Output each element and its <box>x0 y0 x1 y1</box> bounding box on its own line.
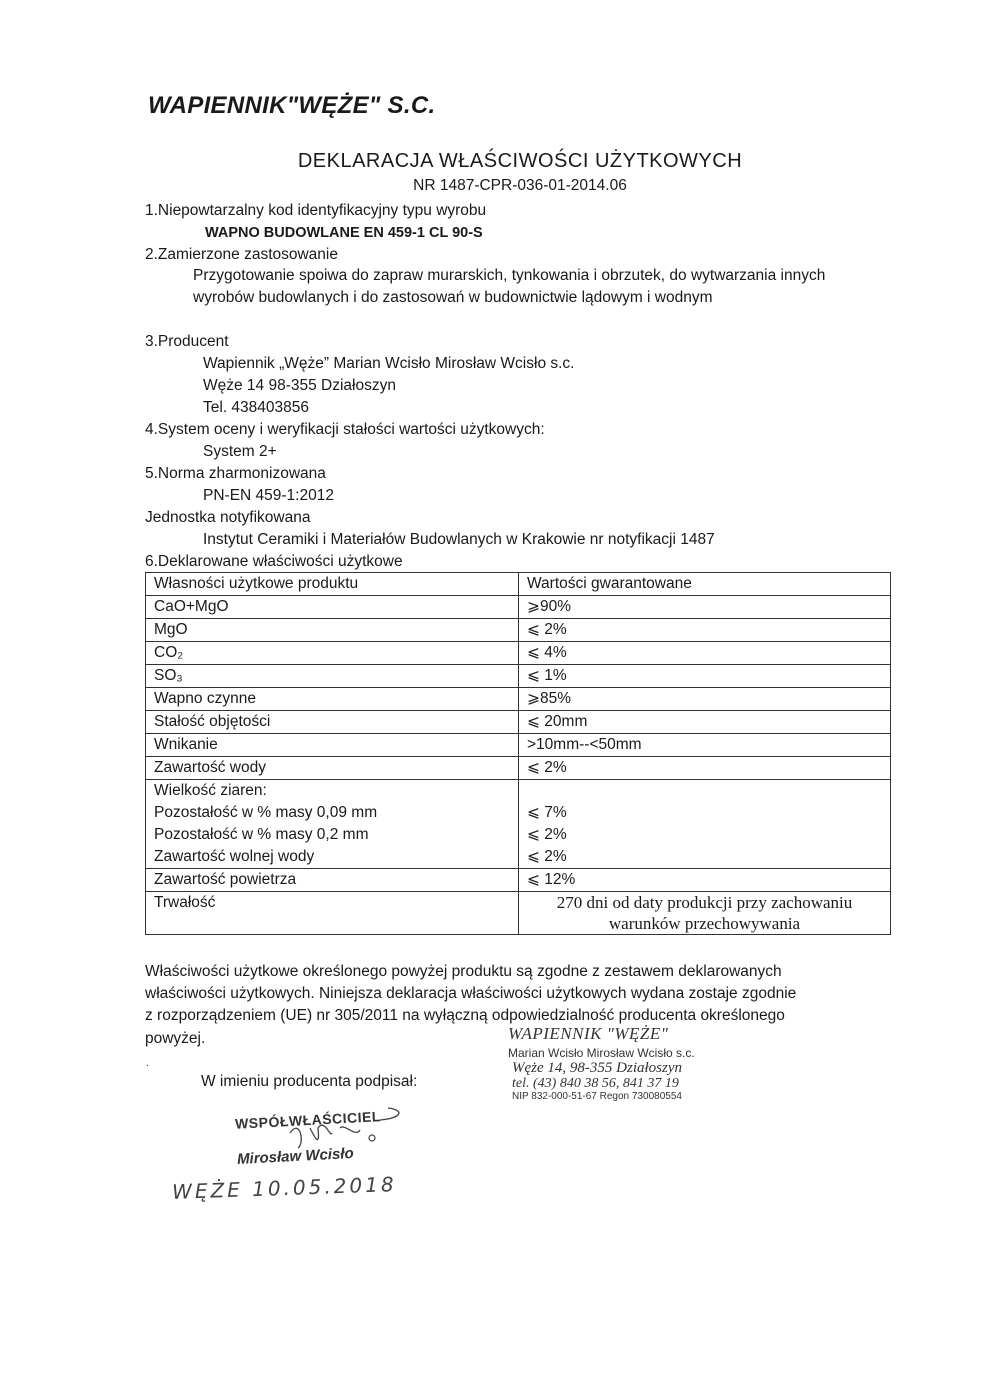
product-code: WAPNO BUDOWLANE EN 459-1 CL 90-S <box>205 225 483 241</box>
value-cell: >10mm--<50mm <box>519 734 891 757</box>
table-header-row <box>146 573 891 596</box>
free-water-label: Zawartość wolnej wody <box>154 848 315 865</box>
producer-name: Wapiennik „Węże” Marian Wcisło Mirosław Wcisło s.c. <box>203 355 575 372</box>
table-row <box>146 596 891 619</box>
company-name: WAPIENNIK"WĘŻE" S.C. <box>148 92 436 119</box>
properties-table <box>145 572 891 935</box>
value-cell: ⩽ 20mm <box>519 711 891 734</box>
stamp-tax-ids: NIP 832-000-51-67 Regon 730080554 <box>512 1091 682 1102</box>
table-row-durability <box>146 892 891 935</box>
property-cell: Stałość objętości <box>146 711 519 734</box>
table-row <box>146 642 891 665</box>
table-row <box>146 869 891 892</box>
section-5-heading: 5.Norma zharmonizowana <box>145 465 326 482</box>
grain-values-cell <box>519 780 891 869</box>
section-2-heading: 2.Zamierzone zastosowanie <box>145 246 338 263</box>
property-cell: Zawartość powietrza <box>146 869 519 892</box>
section-6-heading: 6.Deklarowane właściwości użytkowe <box>145 553 403 570</box>
section-4-heading: 4.System oceny i weryfikacji stałości wartości użytkowych: <box>145 421 545 438</box>
stamp-role: WSPÓŁWŁAŚCICIEL <box>234 1108 382 1132</box>
assessment-system: System 2+ <box>203 443 277 460</box>
grain-size-label: Wielkość ziaren: <box>154 782 267 799</box>
durability-value-line-1: 270 dni od daty produkcji przy zachowaniu <box>556 893 853 912</box>
section-1-heading: 1.Niepowtarzalny kod identyfikacyjny typu wyrobu <box>145 202 487 219</box>
value-cell: ⩽ 2% <box>519 619 891 642</box>
value-cell: ⩽ 2% <box>519 757 891 780</box>
stamp-name: Mirosław Wcisło <box>236 1144 355 1169</box>
property-cell: CO₂ <box>146 642 519 665</box>
document-title: DEKLARACJA WŁAŚCIWOŚCI UŻYTKOWYCH <box>297 150 743 172</box>
handwritten-place-date: WĘŻE 10.05.2018 <box>171 1172 397 1204</box>
stamp-owners: Marian Wcisło Mirosław Wcisło s.c. <box>508 1046 695 1060</box>
header-value: Wartości gwarantowane <box>519 573 891 596</box>
property-cell: Wapno czynne <box>146 688 519 711</box>
intended-use-line-2: wyrobów budowlanych i do zastosowań w budownictwie lądowym i wodnym <box>193 289 713 306</box>
table-row <box>146 619 891 642</box>
value-cell: ⩽ 12% <box>519 869 891 892</box>
statement-line-3: z rozporządzeniem (UE) nr 305/2011 na wyłączną odpowiedzialność producenta określonego <box>145 1007 785 1024</box>
declaration-number: NR 1487-CPR-036-01-2014.06 <box>413 177 627 194</box>
notified-body-heading: Jednostka notyfikowana <box>145 509 311 526</box>
residue-009-label: Pozostałość w % masy 0,09 mm <box>154 804 378 821</box>
statement-line-1: Właściwości użytkowe określonego powyżej produktu są zgodne z zestawem deklarowanych <box>145 963 782 980</box>
stamp-address: Węże 14, 98-355 Działoszyn <box>512 1060 682 1076</box>
residue-02-label: Pozostałość w % masy 0,2 mm <box>154 826 369 843</box>
table-row <box>146 711 891 734</box>
table-row <box>146 734 891 757</box>
statement-line-4: powyżej. <box>145 1030 206 1047</box>
harmonised-standard: PN-EN 459-1:2012 <box>203 487 334 504</box>
stamp-phone: tel. (43) 840 38 56, 841 37 19 <box>512 1076 679 1091</box>
dot-mark: . <box>146 1058 149 1069</box>
residue-009-value: ⩽ 7% <box>527 804 567 821</box>
notified-body: Instytut Ceramiki i Materiałów Budowlanych w Krakowie nr notyfikacji 1487 <box>203 531 715 548</box>
statement-line-2: właściwości użytkowych. Niniejsza deklaracja właściwości użytkowych wydana zostaje zgodnie <box>145 985 797 1002</box>
producer-phone: Tel. 438403856 <box>203 399 310 416</box>
stamp-company-name: WAPIENNIK "WĘŻE" <box>508 1024 669 1043</box>
intended-use-line-1: Przygotowanie spoiwa do zapraw murarskich, tynkowania i obrzutek, do wytwarzania innych <box>193 267 826 284</box>
free-water-value: ⩽ 2% <box>527 848 567 865</box>
table-row-grain <box>146 780 891 869</box>
property-cell: Trwałość <box>146 892 519 935</box>
property-cell: CaO+MgO <box>146 596 519 619</box>
durability-value-line-2: warunków przechowywania <box>608 914 801 933</box>
property-cell: MgO <box>146 619 519 642</box>
table-row <box>146 665 891 688</box>
producer-address: Węże 14 98-355 Działoszyn <box>203 377 396 394</box>
value-cell: ⩽ 4% <box>519 642 891 665</box>
property-cell: SO₃ <box>146 665 519 688</box>
section-3-heading: 3.Producent <box>145 333 229 350</box>
value-cell: ⩾85% <box>519 688 891 711</box>
grain-size-cell <box>146 780 519 869</box>
table-row <box>146 757 891 780</box>
residue-02-value: ⩽ 2% <box>527 826 567 843</box>
signature-label: W imieniu producenta podpisał: <box>201 1073 418 1090</box>
value-cell: ⩾90% <box>519 596 891 619</box>
table-row <box>146 688 891 711</box>
property-cell: Wnikanie <box>146 734 519 757</box>
property-cell: Zawartość wody <box>146 757 519 780</box>
durability-value-cell <box>519 892 891 935</box>
value-cell: ⩽ 1% <box>519 665 891 688</box>
header-property: Własności użytkowe produktu <box>146 573 519 596</box>
